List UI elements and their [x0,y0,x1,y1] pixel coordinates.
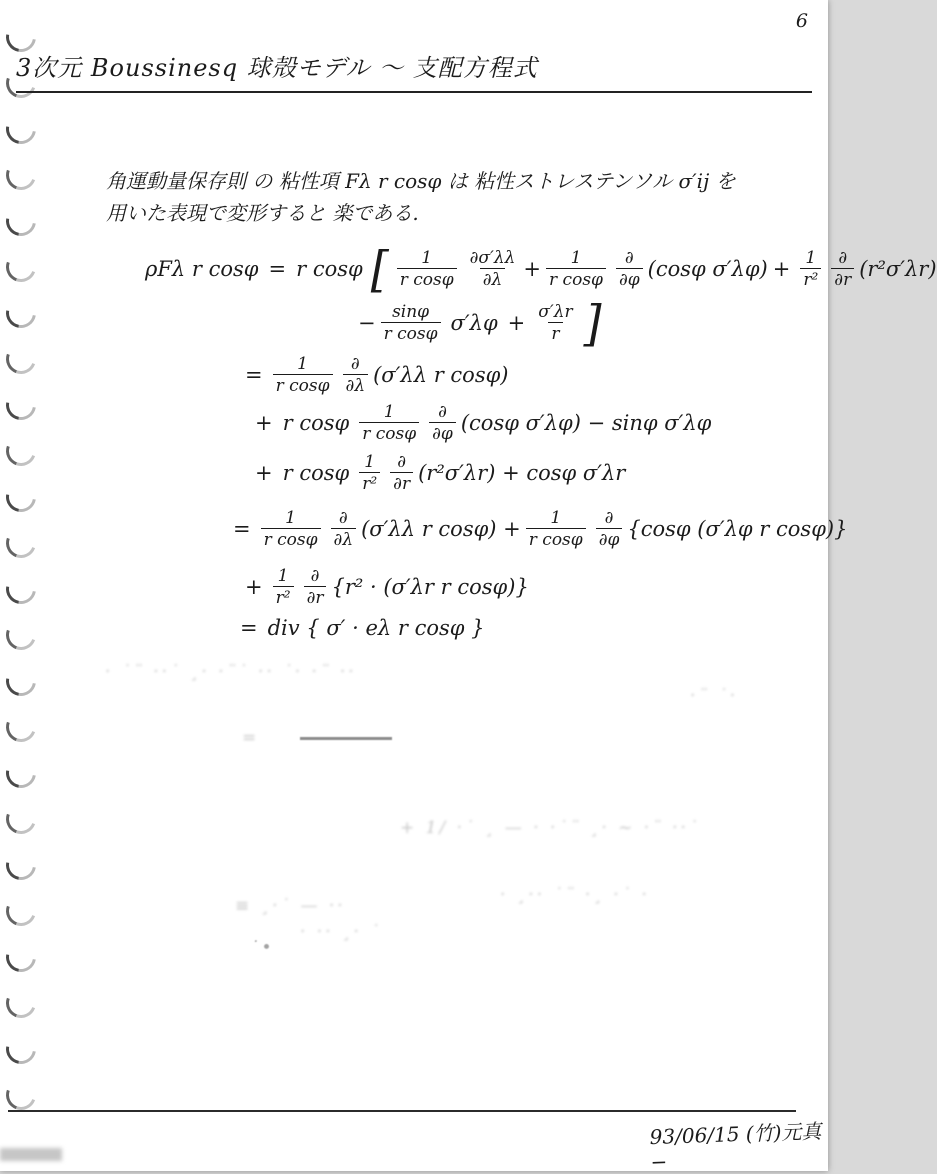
fraction-numerator: 1 [570,248,582,268]
eq-term: r cosφ [296,257,363,282]
fraction [390,452,413,495]
spiral-hole-icon [0,660,42,702]
fraction-numerator: ∂ [350,354,360,374]
fraction [331,508,357,551]
fraction [273,354,333,397]
eq-term: + [255,411,273,436]
eq-term: − [358,311,376,336]
eq-term: {r² · (σ′λr r cosφ)} [331,575,529,600]
fraction [526,508,586,551]
fraction-numerator: ∂ [838,248,848,268]
spiral-hole-icon [1,707,41,747]
fraction-numerator: ∂σ′λλ [469,248,516,268]
equation-line-6 [240,566,529,609]
fraction [261,508,321,551]
eq-term: + [255,461,273,486]
fraction-numerator: 1 [421,248,433,268]
eq-term: div { σ′ · eλ r cosφ } [267,616,485,640]
fraction-numerator: ∂ [438,402,447,422]
eq-term: (σ′λλ r cosφ) + [361,517,521,542]
footer-rule-line [8,1110,796,1112]
spiral-hole-icon [1,1075,41,1115]
fraction-denominator: r cosφ [261,528,321,550]
fraction-numerator: 1 [383,402,395,422]
eq-term: + [523,257,542,282]
fraction-denominator: ∂φ [596,528,623,550]
binding-holes-column [2,22,36,1126]
fraction [831,248,854,291]
eq-term: (cosφ σ′λφ) [647,257,768,282]
spiral-hole-icon [1,891,41,931]
eq-term: r cosφ [282,411,350,436]
fraction-denominator: r cosφ [381,322,441,344]
faded-mark: · ¸·· ˙¨ ·¸ ·˙ · [500,885,650,905]
fraction [397,248,457,291]
spiral-hole-icon [1,523,41,563]
equation-line-4 [250,452,625,495]
equation-line-3 [250,402,711,445]
fraction [429,402,456,445]
equation-line-2 [240,354,509,397]
fraction-denominator: r² [273,586,294,608]
erased-dash-line [300,737,392,740]
eq-term: r cosφ [282,461,350,486]
eq-term: (r²σ′λr) [859,257,937,282]
fraction [535,302,575,345]
fraction-denominator: ∂r [390,472,413,494]
fraction-numerator: σ′λr [538,302,573,322]
fraction [546,248,606,291]
spiral-hole-icon [0,844,42,886]
fraction-numerator: 1 [297,354,308,374]
spiral-hole-icon [1,983,41,1023]
fraction-numerator: 1 [550,508,562,528]
eq-term: = [268,257,287,282]
fraction-numerator: 1 [277,566,289,586]
eq-term: + [507,311,526,336]
fraction-numerator: 1 [285,508,296,528]
fraction [800,248,821,291]
fraction [304,566,327,609]
eq-term: ρFλ r cosφ [145,257,259,282]
equation-line-7 [235,616,490,640]
spiral-hole-icon [0,384,42,426]
fraction-numerator: sinφ [392,302,430,322]
spiral-hole-icon [0,200,42,242]
eq-term: + [245,575,263,600]
spiral-hole-icon [0,292,42,334]
fraction-denominator: ∂φ [616,268,643,290]
fraction [343,354,369,397]
fraction-numerator: 1 [364,452,376,472]
fraction-denominator: r² [359,472,380,494]
fraction [596,508,623,551]
spiral-hole-icon [0,752,42,794]
equation-line-1-continued: − $\frac{\sin\varphi}{\text{r cosφ}}$ σ′λφ + $\frac{\sigma'\lambda r}{r}$ ] [358,295,602,352]
spiral-hole-icon [1,339,41,379]
fraction-numerator: ∂ [338,508,348,528]
fraction-numerator: ∂ [397,452,407,472]
eq-term: + [772,257,791,282]
fraction-denominator: r [548,322,562,344]
fraction [273,566,294,609]
fraction [359,452,380,495]
spiral-hole-icon [1,247,41,287]
equation-line-1: ρFλ r cosφ = r cosφ [ $\frac{1}{\text{r cosφ}}$ $\frac{\partial\sigma'\lambda\lambda}{\partial\lambda}$ + $\frac{1}{\text{r cosφ}}$ $\frac{\partial}{\partial\varphi}$ (cosφ σ′λφ) + $\frac{1}{\text{r²}}$ $\frac{\partial}{\partial r}$ (r²σ′λr) [145,241,937,298]
eq-term: = [245,363,263,388]
spiral-hole-icon [1,431,41,471]
eq-term: (cosφ σ′λφ) − sinφ σ′λφ [460,411,712,436]
fraction-numerator: ∂ [310,566,320,586]
eq-term: (σ′λλ r cosφ) [373,363,509,388]
eq-term: = [240,616,258,640]
fraction [467,248,519,291]
faded-mark: · ·· ¸· ˙ [300,922,382,942]
spiral-hole-icon [1,799,41,839]
faded-mark: · ˙¨ ··˙ ¸· ·¨˙ ·· ˙· ·¨ ·· [105,662,357,682]
faded-mark: = [242,728,260,748]
spiral-hole-icon [0,108,42,150]
date-signature: 93/06/15 (竹)元真− [649,1119,822,1174]
spiral-hole-icon [0,936,42,978]
spiral-hole-icon [0,476,42,518]
intro-line-2: 用いた表現で変形すると 楽である. [106,201,419,225]
fraction-denominator: r cosφ [397,268,457,290]
spiral-hole-icon [1,155,41,195]
spiral-hole-icon [1,615,41,655]
fraction-denominator: r cosφ [273,374,333,396]
fraction-denominator: ∂λ [331,528,357,550]
section-title-text: 3次元 Boussinesq 球殻モデル 〜 支配方程式 [16,54,538,82]
page-number: 6 [795,10,808,32]
fraction [616,248,643,291]
section-title [16,48,812,93]
fraction-denominator: r cosφ [359,422,419,444]
eq-term: (r²σ′λr) + cosφ σ′λr [418,461,626,486]
fraction-denominator: ∂λ [480,268,506,290]
faded-mark: ≡ ¸·˙ — ·· [235,896,346,916]
fraction-numerator: 1 [805,248,817,268]
eq-term: = [233,517,251,542]
spiral-hole-icon [0,1028,42,1070]
fraction-numerator: ∂ [624,248,634,268]
fraction-numerator: ∂ [604,508,614,528]
fraction [381,302,441,345]
corner-smudge [0,1148,62,1161]
faded-mark: ˙• [250,938,275,958]
fraction [359,402,419,445]
intro-line-1: 角運動量保存則 の 粘性項 Fλ r cosφ は 粘性ストレステンソル σ′ij を [106,169,736,193]
fraction-denominator: ∂r [831,268,854,290]
faded-mark: + 1/ ·˙ ¸ — · ·˙¨ ¸· ~ ·¨ ··˙ [400,818,701,838]
fraction-denominator: ∂λ [343,374,369,396]
eq-term: σ′λφ [450,311,498,336]
intro-paragraph [106,165,736,229]
eq-term: {cosφ (σ′λφ r cosφ)} [627,517,848,542]
faded-mark: ·¨ ˙· [690,686,739,706]
fraction-denominator: r cosφ [526,528,586,550]
equation-line-5 [228,508,847,551]
spiral-hole-icon [0,568,42,610]
fraction-denominator: ∂r [304,586,327,608]
fraction-denominator: ∂φ [429,422,456,444]
fraction-denominator: r² [800,268,821,290]
fraction-denominator: r cosφ [546,268,606,290]
